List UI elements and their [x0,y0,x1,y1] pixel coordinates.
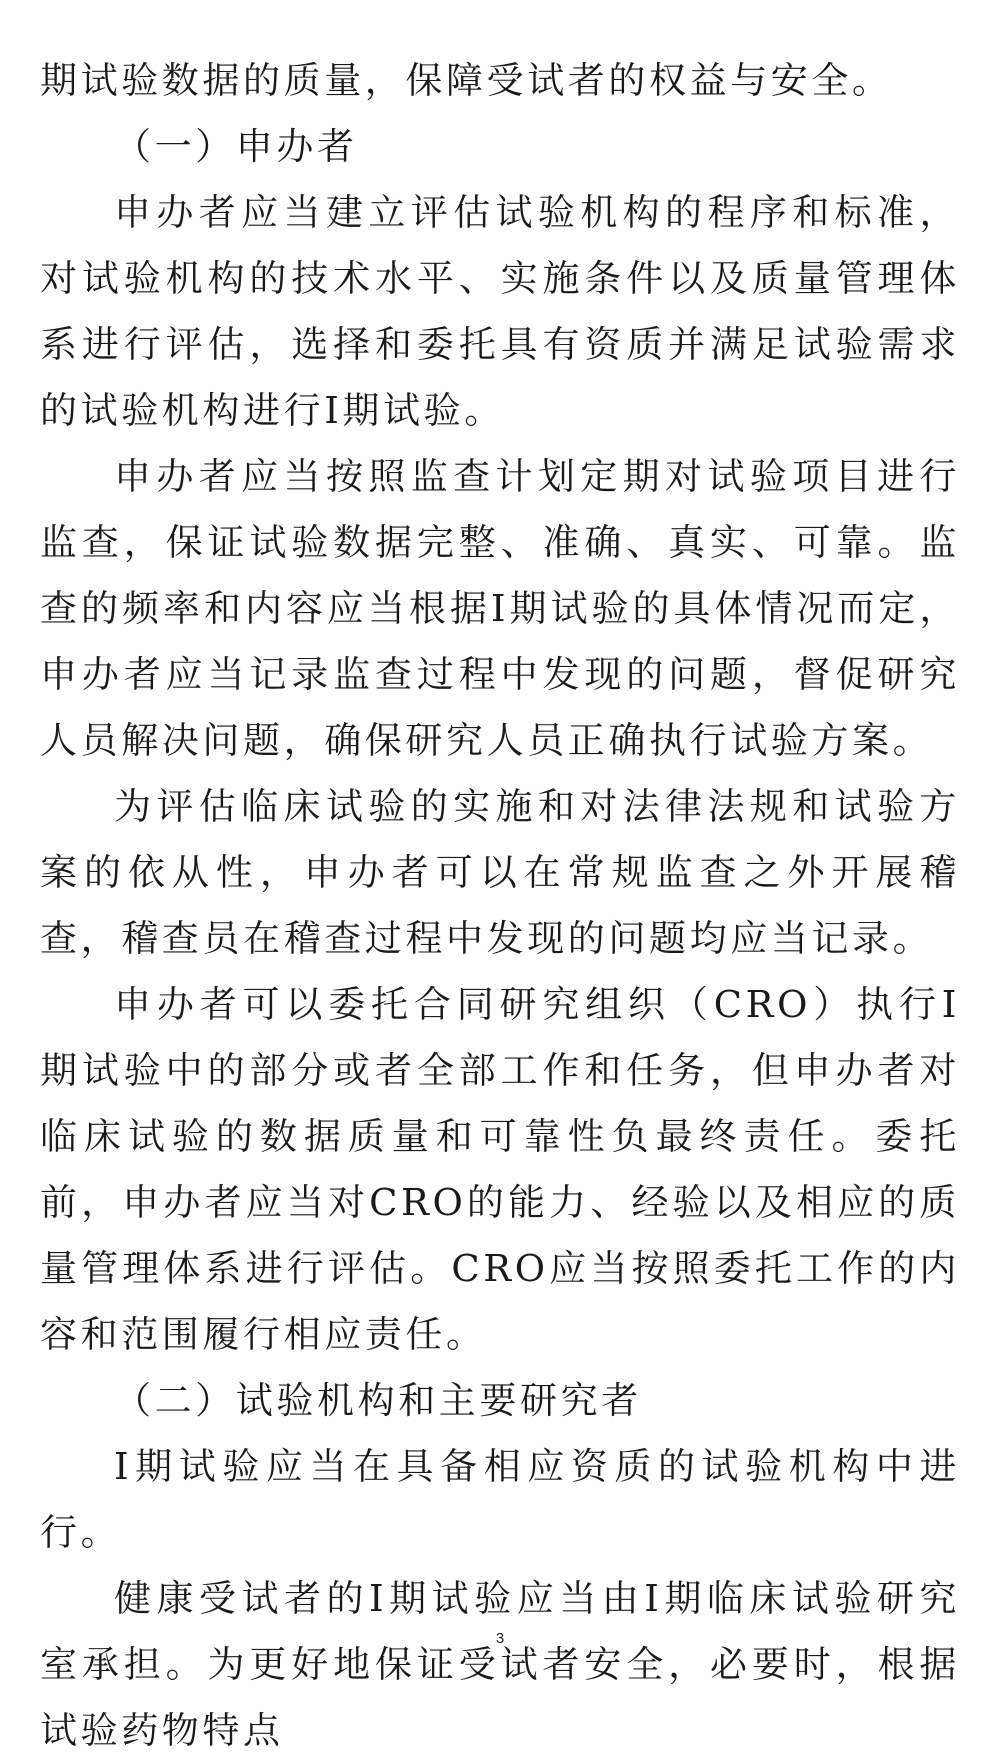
section-heading-sponsor: （一）申办者 [114,125,358,168]
document-body [40,48,960,1764]
paragraph-sponsor-monitoring: 申办者应当按照监查计划定期对试验项目进行监查，保证试验数据完整、准确、真实、可靠。监查的频率和内容应当根据Ⅰ期试验的具体情况而定，申办者应当记录监查过程中发现的问题，督促研究人员解决问题，确保研究人员正确执行试验方案。 [40,455,960,762]
paragraph-sponsor-audit: 为评估临床试验的实施和对法律法规和试验方案的依从性，申办者可以在常规监查之外开展稽查，稽查员在稽查过程中发现的问题均应当记录。 [40,785,960,960]
paragraph-site-qualification: Ⅰ期试验应当在具备相应资质的试验机构中进行。 [40,1445,960,1554]
paragraph-sponsor-evaluation: 申办者应当建立评估试验机构的程序和标准，对试验机构的技术水平、实施条件以及质量管理体系进行评估，选择和委托具有资质并满足试验需求的试验机构进行Ⅰ期试验。 [40,191,960,432]
paragraph-continuation: 期试验数据的质量，保障受试者的权益与安全。 [40,59,893,102]
page-number: 3 [495,1630,505,1647]
section-heading-site-investigator: （二）试验机构和主要研究者 [114,1379,642,1422]
paragraph-sponsor-cro: 申办者可以委托合同研究组织（CRO）执行Ⅰ期试验中的部分或者全部工作和任务，但申办者对临床试验的数据质量和可靠性负最终责任。委托前，申办者应当对CRO的能力、经验以及相应的质量管理体系进行评估。CRO应当按照委托工作的内容和范围履行相应责任。 [40,983,960,1356]
paragraph-healthy-subjects: 健康受试者的Ⅰ期试验应当由Ⅰ期临床试验研究室承担。为更好地保证受试者安全，必要时，根据试验药物特点 [40,1577,960,1752]
